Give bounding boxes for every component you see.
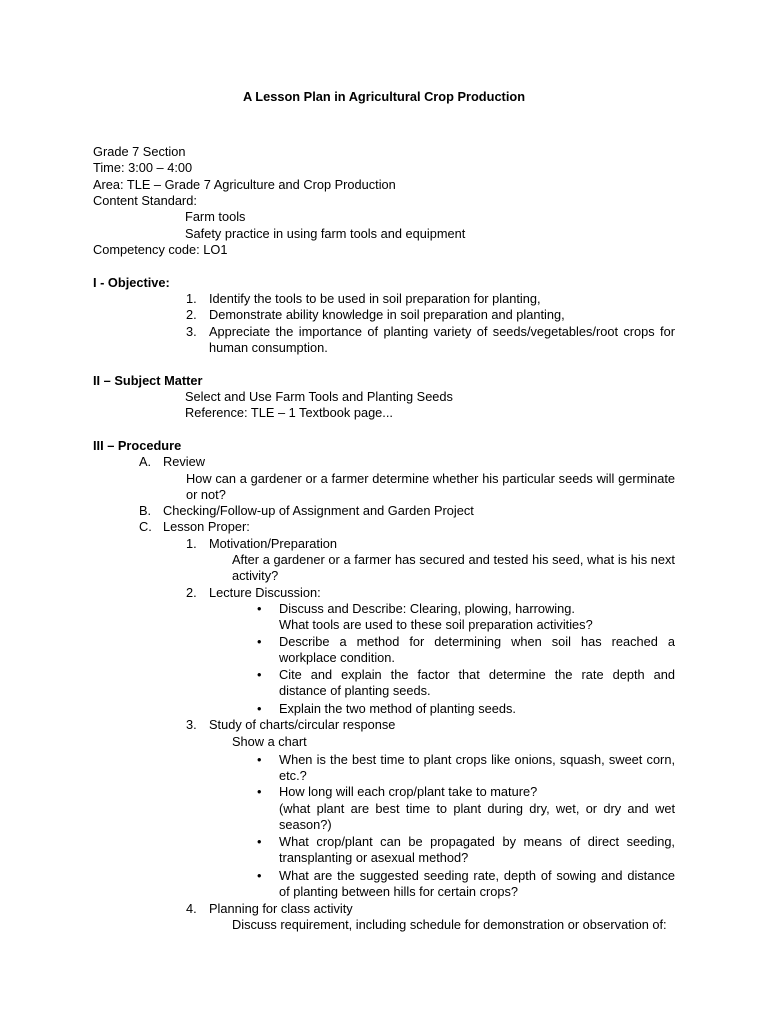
procedure-heading: III – Procedure (93, 438, 182, 453)
bullet-glyph: • (257, 667, 262, 682)
bullet-glyph: • (257, 784, 262, 799)
procedure-letter: A. (139, 454, 152, 469)
charts-bullet: What crop/plant can be propagated by means of direct seeding, (279, 834, 675, 849)
area-line: Area: TLE – Grade 7 Agriculture and Crop Production (93, 177, 396, 192)
charts-bullet-continued: season?) (279, 817, 332, 832)
charts-bullet-continued: etc.? (279, 768, 307, 783)
charts-bullet: How long will each crop/plant take to mature? (279, 784, 538, 799)
subject-matter-heading: II – Subject Matter (93, 373, 203, 388)
objective-number: 2. (186, 307, 197, 322)
lecture-label: Lecture Discussion: (209, 585, 321, 600)
objective-item: Identify the tools to be used in soil preparation for planting, (209, 291, 541, 306)
charts-label: Study of charts/circular response (209, 717, 396, 732)
charts-bullet: When is the best time to plant crops like onions, squash, sweet corn, (279, 752, 675, 767)
content-standard-item: Farm tools (185, 209, 246, 224)
bullet-glyph: • (257, 634, 262, 649)
bullet-glyph: • (257, 752, 262, 767)
charts-bullet: What are the suggested seeding rate, depth of sowing and distance (279, 868, 675, 883)
charts-bullet-continued: (what plant are best time to plant during dry, wet, or dry and wet (279, 801, 675, 816)
procedure-letter: B. (139, 503, 152, 518)
lecture-bullet: Describe a method for determining when soil has reached a (279, 634, 675, 649)
bullet-glyph: • (257, 868, 262, 883)
objective-item: Appreciate the importance of planting variety of seeds/vegetables/root crops for (209, 324, 675, 339)
content-standard-label: Content Standard: (93, 193, 197, 208)
charts-bullet-continued: of planting between hills for certain crops? (279, 884, 519, 899)
motivation-label: Motivation/Preparation (209, 536, 338, 551)
lesson-step-number: 2. (186, 585, 197, 600)
competency-line: Competency code: LO1 (93, 242, 228, 257)
time-line: Time: 3:00 – 4:00 (93, 160, 193, 175)
objective-item-continued: human consumption. (209, 340, 328, 355)
lecture-bullet: Cite and explain the factor that determine the rate depth and (279, 667, 675, 682)
lecture-bullet-continued: workplace condition. (279, 650, 395, 665)
lecture-bullet-continued: What tools are used to these soil preparation activities? (279, 617, 593, 632)
document-title: A Lesson Plan in Agricultural Crop Production (242, 89, 526, 104)
charts-subtext: Show a chart (232, 734, 307, 749)
content-standard-item: Safety practice in using farm tools and equipment (185, 226, 466, 241)
objective-heading: I - Objective: (93, 275, 170, 290)
bullet-glyph: • (257, 601, 262, 616)
objective-item: Demonstrate ability knowledge in soil preparation and planting, (209, 307, 565, 322)
review-question: How can a gardener or a farmer determine whether his particular seeds will germinate (186, 471, 675, 486)
lesson-step-number: 3. (186, 717, 197, 732)
motivation-question: After a gardener or a farmer has secured and tested his seed, what is his next (232, 552, 675, 567)
subject-matter-reference: Reference: TLE – 1 Textbook page... (185, 405, 393, 420)
procedure-letter: C. (139, 519, 152, 534)
subject-matter-topic: Select and Use Farm Tools and Planting Seeds (185, 389, 453, 404)
review-label: Review (163, 454, 205, 469)
charts-bullet-continued: transplanting or asexual method? (279, 850, 469, 865)
bullet-glyph: • (257, 701, 262, 716)
grade-line: Grade 7 Section (93, 144, 186, 159)
motivation-question-continued: activity? (232, 568, 279, 583)
lecture-bullet: Explain the two method of planting seeds. (279, 701, 516, 716)
checking-label: Checking/Follow-up of Assignment and Garden Project (163, 503, 474, 518)
objective-number: 1. (186, 291, 197, 306)
lesson-step-number: 1. (186, 536, 197, 551)
lecture-bullet: Discuss and Describe: Clearing, plowing, harrowing. (279, 601, 575, 616)
planning-label: Planning for class activity (209, 901, 353, 916)
bullet-glyph: • (257, 834, 262, 849)
lesson-step-number: 4. (186, 901, 197, 916)
planning-subtext: Discuss requirement, including schedule for demonstration or observation of: (232, 917, 667, 932)
objective-number: 3. (186, 324, 197, 339)
review-question-continued: or not? (186, 487, 226, 502)
lesson-proper-label: Lesson Proper: (163, 519, 250, 534)
lecture-bullet-continued: distance of planting seeds. (279, 683, 431, 698)
